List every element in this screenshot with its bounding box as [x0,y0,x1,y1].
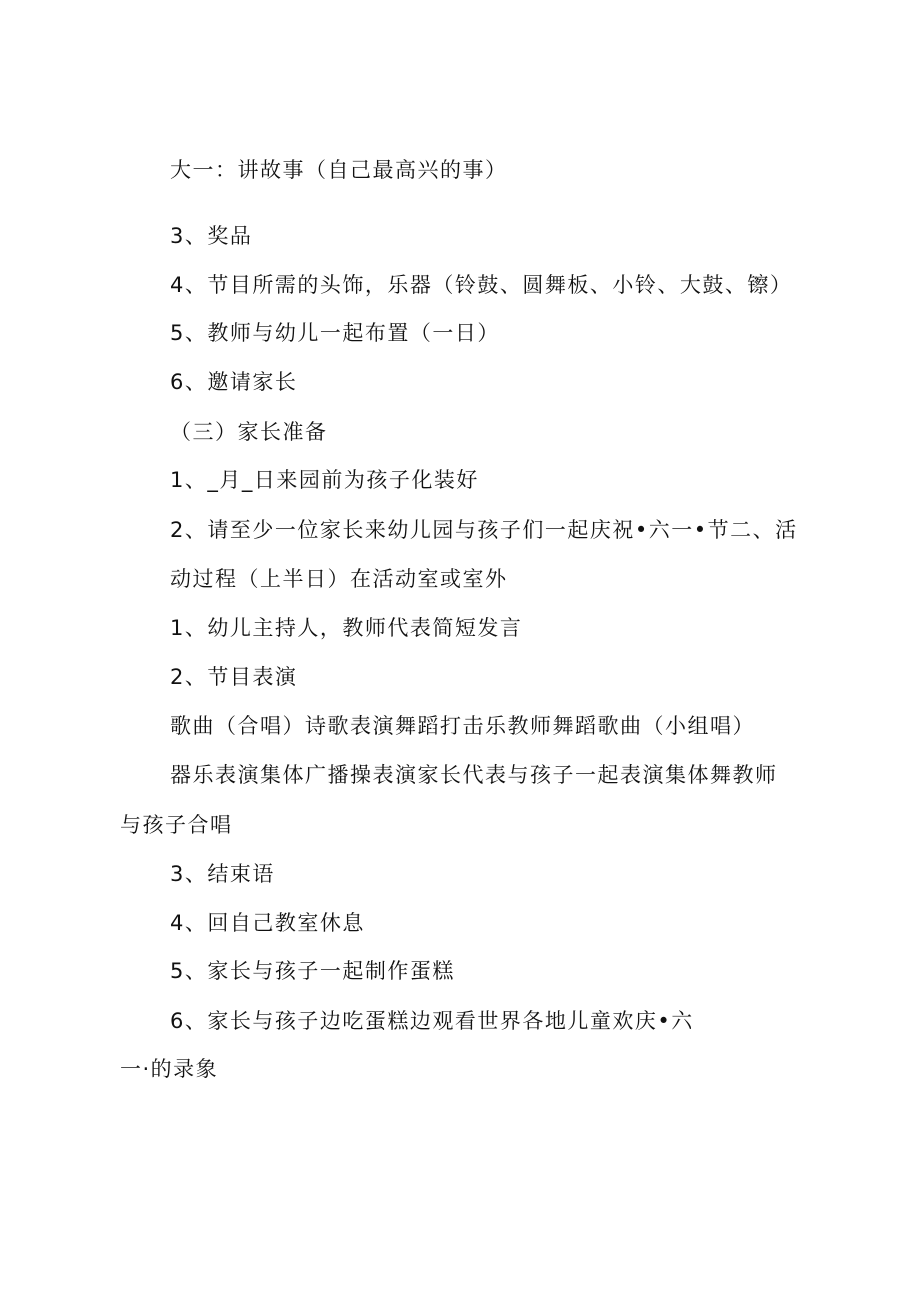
text-line: 4、节目所需的头饰，乐器（铃鼓、圆舞板、小铃、大鼓、镲） [170,273,793,297]
text-line: 5、教师与幼儿一起布置（一日） [170,321,500,345]
text-line: 1、幼儿主持人，教师代表简短发言 [170,616,523,640]
text-line: 6、家长与孩子边吃蛋糕边观看世界各地儿童欢庆•六 [170,1009,694,1033]
text-line: 大一：讲故事（自己最高兴的事） [170,158,508,182]
text-line: 一·的录象 [120,1057,219,1081]
text-line: 6、邀请家长 [170,370,298,394]
text-line: 4、回自己教室休息 [170,911,365,935]
text-line: 歌曲（合唱）诗歌表演舞蹈打击乐教师舞蹈歌曲（小组唱） [170,714,755,738]
text-line: 1、_月_日来园前为孩子化装好 [170,468,479,492]
section-heading: （三）家长准备 [170,420,328,444]
text-line: 5、家长与孩子一起制作蛋糕 [170,959,455,983]
text-line: 3、结束语 [170,862,275,886]
text-line: 动过程（上半日）在活动室或室外 [170,567,508,591]
text-line: 器乐表演集体广播操表演家长代表与孩子一起表演集体舞教师 [170,763,778,787]
text-line: 与孩子合唱 [120,813,233,837]
text-line: 3、奖品 [170,224,253,248]
text-line: 2、请至少一位家长来幼儿园与孩子们一起庆祝•六一•节二、活 [170,518,798,542]
text-line: 2、节目表演 [170,665,298,689]
